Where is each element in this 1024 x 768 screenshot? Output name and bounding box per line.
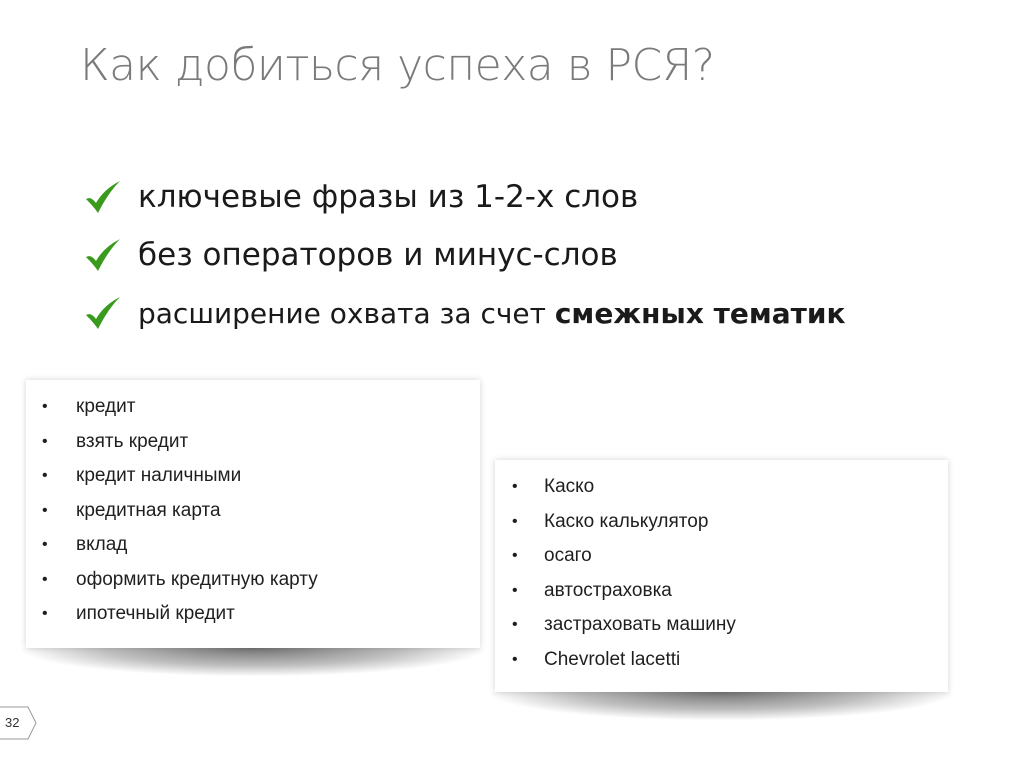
check-mark-icon bbox=[82, 177, 126, 217]
list-item bbox=[26, 597, 480, 632]
keyword-list bbox=[26, 380, 480, 632]
list-item-text: вклад bbox=[76, 534, 128, 555]
bullet: • bbox=[512, 478, 518, 495]
list-item-text: Каско калькулятор bbox=[544, 510, 709, 532]
list-item bbox=[26, 528, 480, 563]
checklist-item-emphasis: смежных тематик bbox=[554, 296, 846, 330]
bullet: • bbox=[42, 432, 48, 450]
checklist-item bbox=[82, 168, 846, 226]
list-item bbox=[26, 563, 480, 598]
bullet: • bbox=[42, 570, 48, 588]
bullet: • bbox=[512, 650, 518, 668]
list-item bbox=[26, 459, 480, 494]
checklist bbox=[82, 168, 846, 342]
check-mark-icon bbox=[82, 235, 126, 275]
list-item-text: кредитная карта bbox=[76, 499, 221, 521]
list-item-text: ипотечный кредит bbox=[76, 603, 235, 624]
list-item-text: взять кредит bbox=[76, 430, 189, 452]
checklist-item-text: расширение охвата за счет bbox=[138, 296, 555, 330]
list-item bbox=[495, 643, 948, 678]
slide-title: Как добиться успеха в РСЯ? bbox=[80, 40, 715, 91]
keyword-list bbox=[495, 460, 948, 677]
list-item-text: Chevrolet lacetti bbox=[544, 648, 681, 670]
list-item bbox=[26, 425, 480, 460]
list-item bbox=[495, 608, 948, 643]
list-item bbox=[495, 539, 948, 574]
checklist-item-text: ключевые фразы из 1-2-х слов bbox=[138, 179, 639, 215]
bullet: • bbox=[42, 467, 48, 484]
card-shadow bbox=[22, 648, 484, 676]
bullet: • bbox=[512, 581, 518, 599]
bullet: • bbox=[42, 398, 48, 415]
bullet: • bbox=[42, 536, 48, 553]
bullet: • bbox=[512, 547, 518, 564]
page-number-badge bbox=[0, 703, 40, 743]
keyword-card-insurance bbox=[495, 460, 948, 692]
list-item bbox=[26, 390, 480, 425]
list-item-text: кредит bbox=[76, 396, 136, 417]
page-number: 32 bbox=[5, 715, 20, 730]
bullet: • bbox=[512, 512, 518, 530]
list-item bbox=[495, 505, 948, 540]
card-shadow bbox=[491, 692, 952, 720]
list-item bbox=[495, 574, 948, 609]
bullet: • bbox=[512, 616, 518, 633]
keyword-card-credit bbox=[26, 380, 480, 648]
list-item-text: оформить кредитную карту bbox=[76, 568, 318, 590]
checklist-item bbox=[82, 284, 846, 342]
list-item-text: кредит наличными bbox=[76, 465, 242, 486]
list-item-text: осаго bbox=[544, 545, 592, 566]
list-item-text: застраховать машину bbox=[544, 614, 736, 635]
list-item bbox=[26, 494, 480, 529]
list-item-text: Каско bbox=[544, 476, 595, 497]
bullet: • bbox=[42, 605, 48, 622]
check-mark-icon bbox=[82, 293, 126, 333]
bullet: • bbox=[42, 501, 48, 519]
list-item-text: автостраховка bbox=[544, 579, 672, 601]
checklist-item-text: без операторов и минус-слов bbox=[138, 237, 618, 273]
checklist-item bbox=[82, 226, 846, 284]
list-item bbox=[495, 470, 948, 505]
